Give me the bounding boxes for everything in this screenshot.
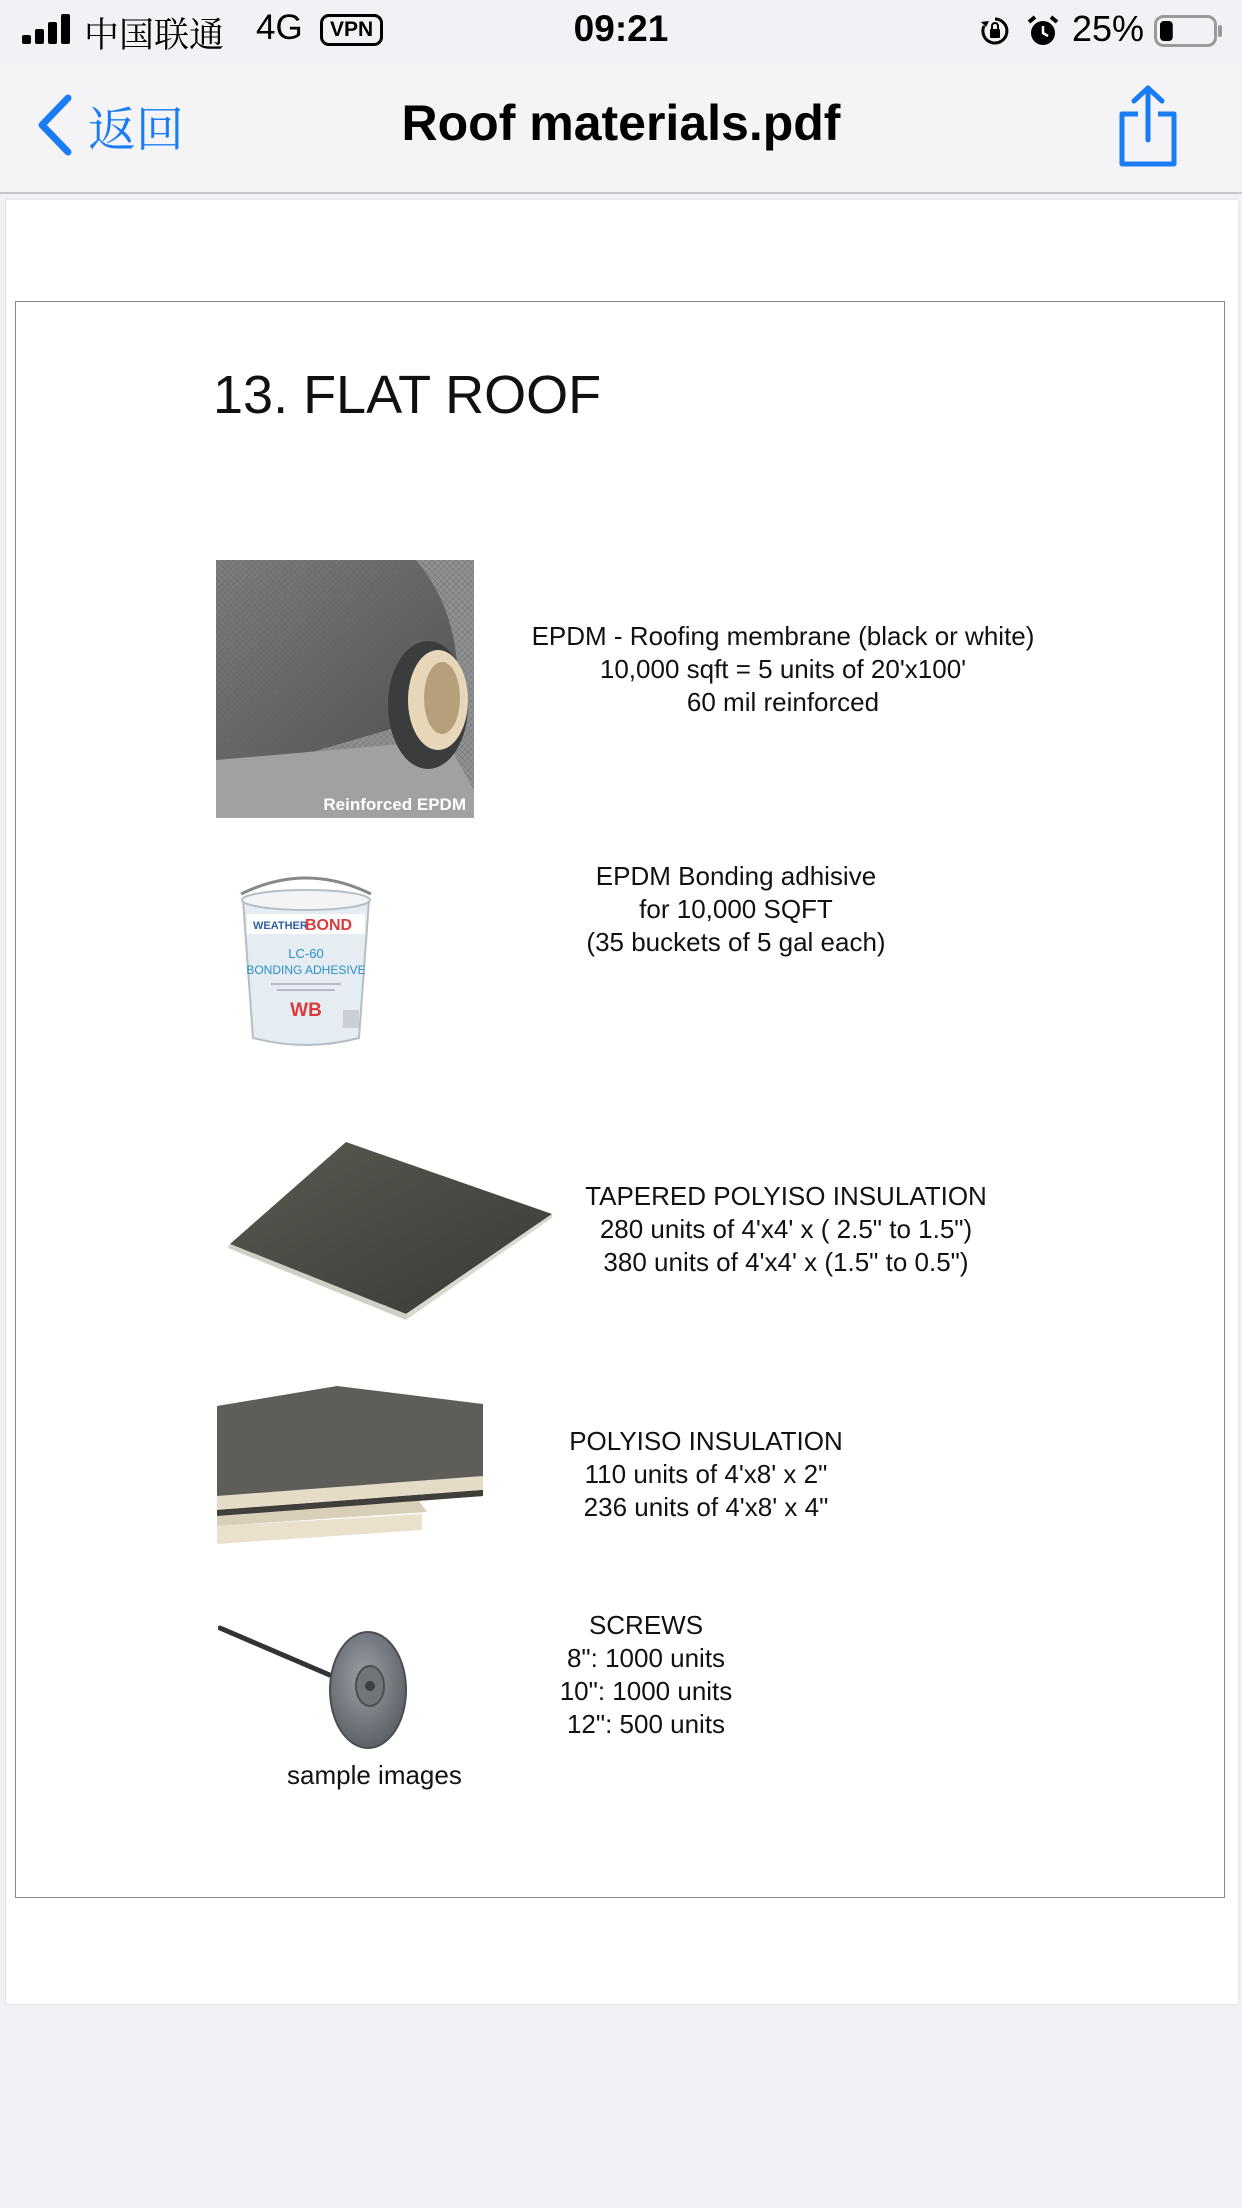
- epdm-membrane-text: [513, 620, 1053, 719]
- item-text-line: 10,000 sqft = 5 units of 20'x100': [599, 654, 967, 684]
- item-text-line: for 10,000 SQFT: [639, 894, 833, 924]
- status-bar: [0, 0, 1242, 64]
- network-type: 4G: [256, 8, 303, 47]
- slide-title: 13. FLAT ROOF: [213, 365, 602, 425]
- adhesive-bucket-image: [231, 870, 381, 1048]
- item-text-line: 236 units of 4'x8' x 4": [583, 1492, 829, 1522]
- alarm-icon: [1026, 14, 1060, 48]
- item-text-line: 12": 500 units: [566, 1709, 726, 1739]
- item-text-line: 280 units of 4'x4' x ( 2.5" to 1.5"): [599, 1214, 973, 1244]
- item-text-line: TAPERED POLYISO INSULATION: [585, 1181, 987, 1211]
- item-text-line: 60 mil reinforced: [686, 687, 880, 717]
- item-text-line: 380 units of 4'x4' x (1.5" to 0.5"): [603, 1247, 969, 1277]
- epdm-image-label: Reinforced EPDM: [323, 795, 466, 814]
- item-text-line: 10": 1000 units: [559, 1676, 733, 1706]
- document-title: Roof materials.pdf: [401, 95, 841, 151]
- item-text-line: 8": 1000 units: [566, 1643, 726, 1673]
- slide-frame: [15, 301, 1225, 1898]
- pdf-page[interactable]: [6, 200, 1238, 2004]
- vpn-badge: VPN: [320, 14, 383, 46]
- screws-text: [516, 1609, 776, 1741]
- item-text-line: EPDM Bonding adhisive: [595, 861, 877, 891]
- screw-image: [218, 1624, 418, 1754]
- rotation-lock-icon: [980, 16, 1010, 46]
- navigation-bar: [0, 64, 1242, 194]
- bucket-product-name: BONDING ADHESIVE: [246, 963, 366, 977]
- share-icon[interactable]: [1116, 84, 1180, 168]
- item-text-line: SCREWS: [588, 1610, 704, 1640]
- battery-icon: [1154, 15, 1224, 47]
- bucket-brand-bond: BOND: [305, 917, 353, 934]
- item-text-line: POLYISO INSULATION: [569, 1426, 843, 1456]
- item-text-line: (35 buckets of 5 gal each): [586, 927, 886, 957]
- bucket-logo: WB: [290, 1000, 322, 1021]
- bucket-brand-weather: WEATHER: [253, 920, 308, 932]
- item-text-line: 110 units of 4'x8' x 2": [584, 1459, 828, 1489]
- battery-percent: 25%: [1072, 8, 1145, 49]
- tapered-insulation-image: [226, 1138, 554, 1320]
- tapered-polyiso-text: [556, 1180, 1016, 1279]
- sample-images-caption: sample images: [287, 1760, 462, 1790]
- item-text-line: EPDM - Roofing membrane (black or white): [531, 621, 1035, 651]
- status-time: 09:21: [573, 8, 669, 49]
- epdm-roll-image: [216, 560, 474, 818]
- bucket-product-code: LC-60: [288, 946, 324, 961]
- polyiso-insulation-text: [536, 1425, 876, 1524]
- carrier-name: 中国联通: [84, 16, 225, 55]
- bonding-adhesive-text: [556, 860, 916, 959]
- back-label: 返回: [88, 101, 185, 158]
- polyiso-insulation-image: [217, 1386, 483, 1548]
